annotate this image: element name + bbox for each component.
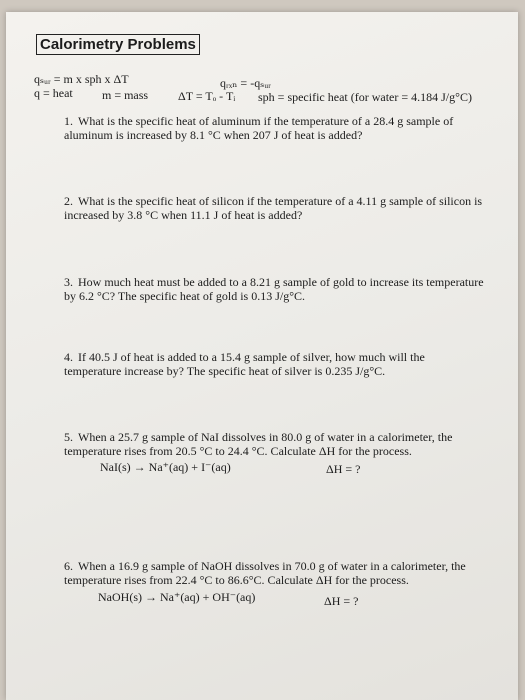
reaction-equation-6: NaOH(s) → Na⁺(aq) + OH⁻(aq) — [98, 590, 256, 604]
question-text: What is the specific heat of silicon if the temperature of a 4.11 g sample of silicon is increased by 3.8 °C when 11.1 J of heat is added? — [64, 194, 483, 222]
reaction-equation-5: NaI(s) → Na⁺(aq) + I⁻(aq) — [100, 460, 231, 474]
question-text: When a 16.9 g sample of NaOH dissolves in 70.0 g of water in a calorimeter, the temperature rises from 22.4 °C to 86.6°C. Calculate ΔH for the process. — [64, 559, 466, 587]
question-number: 4. — [64, 350, 73, 364]
question-text: How much heat must be added to a 8.21 g sample of gold to increase its temperature by 6.2 °C? The specific heat of gold is 0.13 J/g°C. — [64, 275, 484, 303]
question-3 — [64, 275, 484, 303]
page-title: Calorimetry Problems — [36, 34, 200, 55]
question-5 — [64, 430, 484, 458]
formula-qsur: qₛᵤᵣ = m x sph x ΔT — [34, 72, 129, 86]
question-6 — [64, 559, 484, 587]
question-number: 2. — [64, 194, 73, 208]
delta-h-6: ΔH = ? — [324, 594, 359, 608]
question-4 — [64, 350, 484, 378]
question-2 — [64, 194, 484, 222]
formula-qrxn: qᵣₓₙ = -qₛᵤᵣ — [220, 76, 271, 90]
question-text: What is the specific heat of aluminum if the temperature of a 28.4 g sample of aluminum is increased by 8.1 °C when 207 J of heat is added? — [64, 114, 454, 142]
formula-sph: sph = specific heat (for water = 4.184 J/g°C) — [258, 90, 472, 104]
formula-delta-t: ΔT = Tₒ - Tᵢ — [178, 89, 236, 103]
question-number: 6. — [64, 559, 73, 573]
formula-mass: m = mass — [102, 88, 149, 102]
question-1 — [64, 114, 484, 142]
worksheet-page — [6, 12, 518, 700]
question-number: 1. — [64, 114, 73, 128]
question-text: If 40.5 J of heat is added to a 15.4 g sample of silver, how much will the temperature increase by? The specific heat of silver is 0.235 J/g°C. — [64, 350, 425, 378]
delta-h-5: ΔH = ? — [326, 462, 361, 476]
question-number: 3. — [64, 275, 73, 289]
question-text: When a 25.7 g sample of NaI dissolves in 80.0 g of water in a calorimeter, the temperature rises from 20.5 °C to 24.4 °C. Calculate ΔH for the process. — [64, 430, 453, 458]
question-number: 5. — [64, 430, 73, 444]
formula-heat: q = heat — [34, 86, 73, 100]
